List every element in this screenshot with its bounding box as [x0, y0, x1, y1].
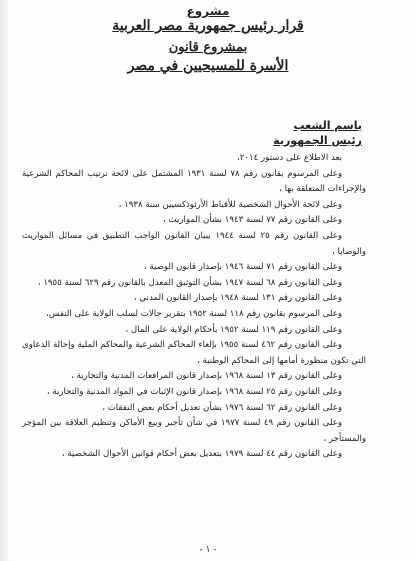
preamble-paragraph: وعلى القانون رقم ٤٤ لسنة ١٩٧٩ بتعديل بعض أحكام قوانين الأحوال الشخصية ، — [61, 449, 342, 460]
scan-edge-shadow — [0, 0, 10, 561]
preamble-paragraph: وعلى القانون رقم ١٣ لسنة ١٩٦٨ بإصدار قانون المرافعات المدنية والتجارية ، — [71, 371, 342, 382]
preamble-paragraph: وعلى القانون رقم ٤٩ لسنة ١٩٧٧ في شأن تأجير وبيع الأماكن وتنظيم العلاقة بين المؤجر والمستأجر ، — [22, 418, 366, 444]
bill-title: بمشروع قانون — [168, 40, 248, 55]
preamble-paragraph: وعلى القانون رقم ٧١ لسنة ١٩٤٦ بإصدار قانون الوصية ، — [143, 262, 342, 273]
law-preamble — [22, 151, 366, 463]
preamble-paragraph: بعد الاطلاع على دستور ٢٠١٤، — [237, 153, 342, 163]
subject-title: الأسرة للمسيحيين في مصر — [127, 58, 289, 74]
preamble-paragraph: وعلى القانون رقم ١١٩ لسنة ١٩٥٢ بأحكام الولاية على المال ، — [125, 324, 342, 335]
preamble-paragraph: وعلى القانون رقم ٤٦٢ لسنة ١٩٥٥ بإلغاء المحاكم الشرعية والمحاكم الملية وإحالة الدعاوى التي تكون منظورة أمامها إلى المحاكم الوطنية ، — [22, 340, 366, 366]
draft-label: مشروع — [186, 4, 230, 18]
preamble-paragraph: وعلى القانون رقم ٦٢ لسنة ١٩٧٦ بشأن تعديل أحكام بعض النفقات ، — [102, 402, 342, 413]
preamble-paragraph: وعلى القانون رقم ٧٧ لسنة ١٩٤٣ بشأن المواريث ، — [163, 215, 342, 226]
decision-title: قرار رئيس جمهورية مصر العربية — [112, 18, 304, 34]
in-the-name-of-people: باسم الشعب — [293, 119, 362, 132]
preamble-paragraph: وعلى القانون رقم ٢٥ لسنة ١٩٤٤ ببيان القانون الواجب التطبيق في مسائل المواريث والوصايا ، — [22, 230, 366, 257]
preamble-paragraph: وعلى المرسوم بقانون رقم ٧٨ لسنة ١٩٣١ المشتمل على لائحة ترتيب المحاكم الشرعية والإجراءات المتعلقة بها ، — [22, 168, 366, 195]
preamble-paragraph: وعلى القانون رقم ٦٨ لسنة ١٩٤٧ بشأن التوثيق المعدل بالقانون رقم ٦٢٩ لسنة ١٩٥٥ ، — [37, 277, 342, 288]
preamble-paragraph: وعلى القانون رقم ١٣١ لسنة ١٩٤٨ بإصدار القانون المدني ، — [133, 293, 342, 304]
preamble-paragraph: وعلى القانون رقم ٢٥ لسنة ١٩٦٨ بإصدار قانون الإثبات في المواد المدنية والتجارية ، — [46, 386, 342, 397]
preamble-paragraph: وعلى المرسوم بقانون رقم ١١٨ لسنة ١٩٥٢ بتقرير حالات لسلب الولاية على النفس، — [46, 308, 342, 319]
preamble-paragraph: وعلى لائحة الأحوال الشخصية للأقباط الأرثوذكسيين سنة ١٩٣٨ ، — [118, 199, 342, 210]
president-heading: رئيس الجمهورية — [273, 134, 362, 147]
page-number: - ١ - — [199, 545, 217, 555]
